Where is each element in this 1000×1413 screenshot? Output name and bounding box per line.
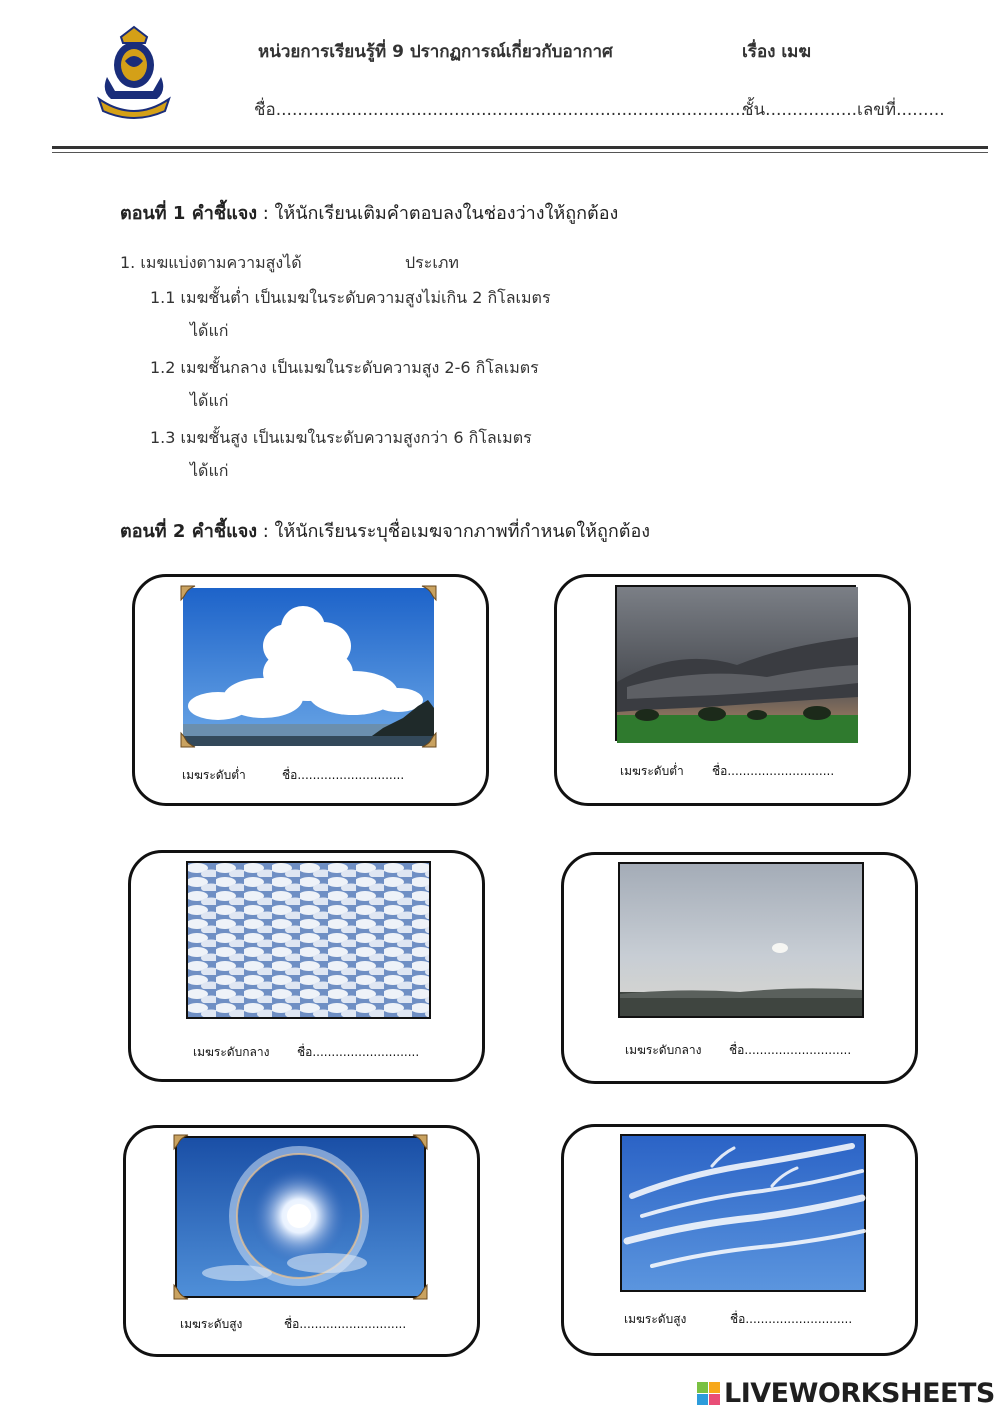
cloud-card-4-caption	[625, 1041, 851, 1060]
item-1-3-text: 1.3 เมฆชั้นสูง เป็นเมฆในระดับความสูงกว่า 6 กิโลเมตร	[150, 428, 532, 447]
frame-corner-icon	[421, 732, 437, 748]
item-1-1-answer-label: ได้แก่	[190, 321, 229, 340]
cloud-level-label: เมฆระดับต่ำ	[620, 764, 684, 778]
cloud-level-label: เมฆระดับสูง	[180, 1317, 243, 1331]
part2-title-bold: ตอนที่ 2 คำชี้แจง	[120, 521, 258, 542]
cloud-name-answer-field[interactable]: ชื่อ............................	[284, 1317, 407, 1331]
liveworksheets-brand: LIVEWORKSHEETS	[724, 1378, 995, 1409]
item-1-2-text: 1.2 เมฆชั้นกลาง เป็นเมฆในระดับความสูง 2-6 กิโลเมตร	[150, 358, 539, 377]
frame-corner-icon	[421, 585, 437, 601]
cloud-name-answer-field[interactable]: ชื่อ............................	[712, 764, 835, 778]
header-divider	[52, 146, 988, 149]
class-number-field[interactable]: ชั้น.................เลขที่.........	[742, 100, 945, 120]
unit-title: หน่วยการเรียนรู้ที่ 9 ปรากฏการณ์เกี่ยวกับอากาศ	[258, 42, 613, 62]
item-1-3-answer-blank[interactable]	[240, 458, 800, 480]
frame-corner-icon	[173, 1134, 189, 1150]
subject-title: เรื่อง เมฆ	[742, 42, 812, 62]
cloud-card-6-caption	[624, 1310, 852, 1329]
frame-corner-icon	[180, 732, 196, 748]
question-1-label: 1. เมฆแบ่งตามความสูงได้	[120, 253, 302, 272]
item-1-2-answer-blank[interactable]	[240, 388, 800, 410]
cloud-level-label: เมฆระดับกลาง	[625, 1043, 702, 1057]
header-divider-thin	[52, 152, 988, 153]
frame-corner-icon	[412, 1134, 428, 1150]
part2-title-rest: : ให้นักเรียนระบุชื่อเมฆจากภาพที่กำหนดให้ถูกต้อง	[257, 521, 651, 542]
item-1-2-answer-label: ได้แก่	[190, 391, 229, 410]
cloud-name-answer-field[interactable]: ชื่อ............................	[730, 1312, 853, 1326]
cloud-name-answer-field[interactable]: ชื่อ............................	[282, 768, 405, 782]
cloud-card-3-caption	[193, 1043, 419, 1062]
altocumulus-cloud-photo	[186, 861, 431, 1019]
cumulus-cloud-photo	[183, 588, 434, 746]
cloud-card-5-caption	[180, 1315, 406, 1334]
cirrus-cloud-photo	[620, 1134, 866, 1292]
part2-heading	[120, 516, 650, 545]
part1-heading	[120, 198, 618, 227]
liveworksheets-logo	[697, 1378, 995, 1410]
cloud-name-answer-field[interactable]: ชื่อ............................	[297, 1045, 420, 1059]
item-1-3-answer-label: ได้แก่	[190, 461, 229, 480]
cirrostratus-halo-photo	[175, 1136, 426, 1298]
frame-corner-icon	[412, 1284, 428, 1300]
student-name-field[interactable]: ชื่อ.......................................................................................	[254, 100, 746, 120]
frame-corner-icon	[173, 1284, 189, 1300]
school-logo	[95, 25, 173, 121]
cloud-level-label: เมฆระดับต่ำ	[182, 768, 246, 782]
cloud-level-label: เมฆระดับกลาง	[193, 1045, 270, 1059]
cloud-card-2-caption	[620, 762, 834, 781]
live-badge-icon	[697, 1382, 721, 1406]
question-1-answer-blank[interactable]	[312, 252, 396, 274]
part1-title-rest: : ให้นักเรียนเติมคำตอบลงในช่องว่างให้ถูกต้อง	[257, 203, 619, 224]
question-1-suffix: ประเภท	[405, 253, 459, 272]
frame-corner-icon	[180, 585, 196, 601]
cloud-card-1-caption	[182, 766, 404, 785]
storm-cloud-photo	[615, 585, 856, 741]
item-1-1-text: 1.1 เมฆชั้นต่ำ เป็นเมฆในระดับความสูงไม่เกิน 2 กิโลเมตร	[150, 288, 551, 307]
item-1-1-answer-blank[interactable]	[240, 318, 800, 340]
part1-title-bold: ตอนที่ 1 คำชี้แจง	[120, 203, 258, 224]
altostratus-cloud-photo	[618, 862, 864, 1018]
cloud-name-answer-field[interactable]: ชื่อ............................	[729, 1043, 852, 1057]
cloud-level-label: เมฆระดับสูง	[624, 1312, 687, 1326]
